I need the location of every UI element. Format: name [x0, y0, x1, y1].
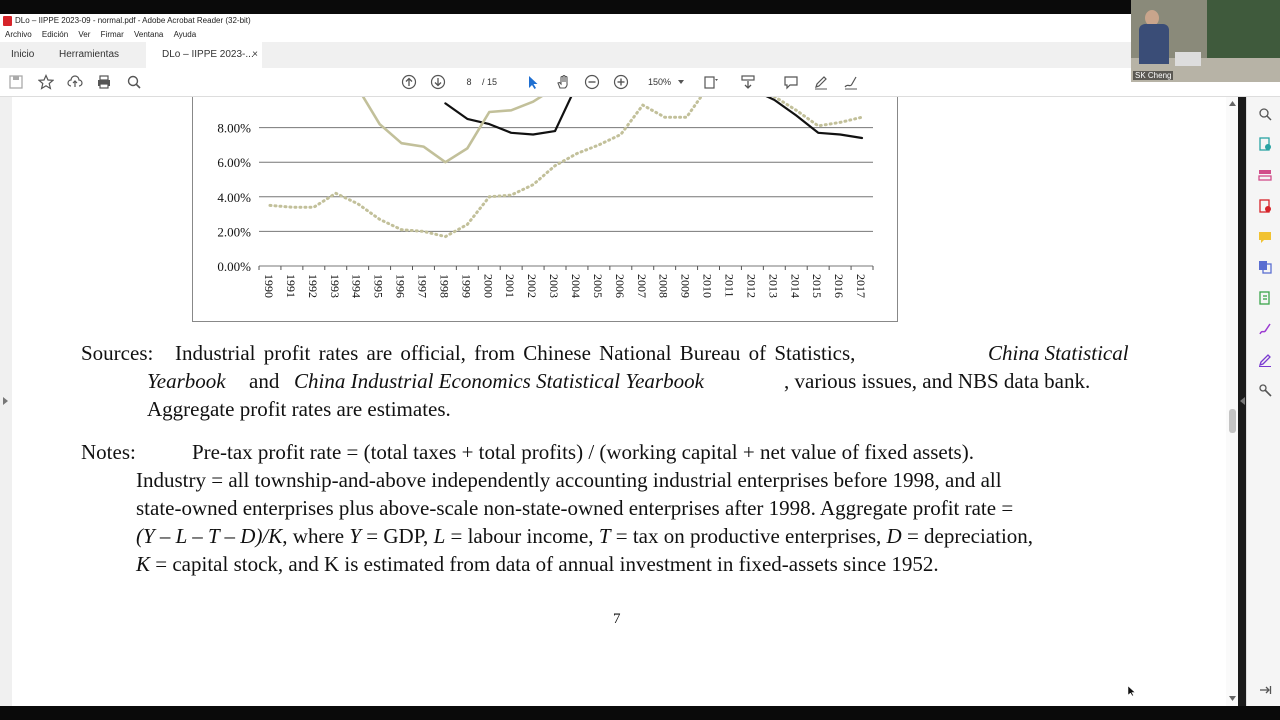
x-tick-label: 2014: [788, 274, 803, 298]
y-tick-label: 2.00%: [217, 224, 251, 240]
x-tick-label: 2006: [612, 274, 627, 298]
menu-ver[interactable]: Ver: [78, 30, 91, 39]
chevron-right-icon[interactable]: [3, 397, 8, 405]
screen-bottom-bar: [0, 706, 1280, 720]
x-tick-label: 2003: [547, 274, 562, 298]
x-tick-label: 2008: [656, 274, 671, 298]
tab-tools[interactable]: Herramientas: [59, 49, 120, 60]
series-line-solid-khaki: [358, 97, 555, 162]
search-icon[interactable]: [126, 74, 142, 90]
notes-line2: Industry = all township-and-above independently accounting industrial enterprises before 1998, and all: [136, 468, 1002, 492]
sign-icon[interactable]: [843, 74, 859, 90]
sources-line2-rest: , various issues, and NBS data bank.: [784, 369, 1091, 393]
page-number: 7: [613, 611, 621, 627]
x-tick-label: 2001: [503, 274, 518, 298]
notes-tax: = tax on productive enterprises,: [615, 524, 882, 548]
more-tools-icon[interactable]: [1258, 383, 1272, 397]
x-tick-label: 1994: [349, 274, 364, 298]
menu-archivo[interactable]: Archivo: [5, 30, 32, 39]
tab-home[interactable]: Inicio: [11, 49, 35, 60]
prev-page-icon[interactable]: [401, 74, 417, 90]
x-tick-label: 2013: [766, 274, 781, 298]
menu-ventana[interactable]: Ventana: [134, 30, 164, 39]
scrollbar-thumb[interactable]: [1229, 409, 1236, 433]
x-tick-label: 1996: [393, 274, 408, 298]
toolbar: [0, 68, 1280, 97]
notes-line5: [136, 552, 939, 577]
notes-capital: = capital stock, and K is estimated from data of annual investment in fixed-assets since 1952.: [155, 552, 939, 576]
y-tick-label: 8.00%: [217, 120, 251, 136]
save-icon[interactable]: [8, 74, 24, 90]
window-title: DLo – IIPPE 2023-09 - normal.pdf - Adobe Acrobat Reader (32-bit): [15, 16, 251, 25]
sources-line1: Industrial profit rates are official, from Chinese National Bureau of Statistics,: [175, 341, 856, 365]
request-signature-icon[interactable]: [1258, 322, 1272, 336]
notes-line4-where: , where: [282, 524, 345, 548]
cloud-upload-icon[interactable]: [67, 74, 83, 90]
var-l: L: [433, 524, 446, 548]
scroll-up-icon[interactable]: [1229, 101, 1236, 106]
acrobat-icon: [3, 16, 12, 26]
x-tick-label: 2002: [525, 274, 540, 298]
page-total: / 15: [482, 77, 498, 87]
x-tick-label: 2016: [832, 274, 847, 298]
print-icon[interactable]: [96, 74, 112, 90]
expand-panel-icon[interactable]: [1258, 683, 1272, 697]
var-y: Y: [349, 524, 362, 548]
x-tick-label: 1999: [459, 274, 474, 298]
x-tick-label: 2015: [810, 274, 825, 298]
fill-sign-icon[interactable]: [1258, 353, 1272, 367]
notes-labour: = labour income,: [450, 524, 594, 548]
notes-label: Notes:: [81, 440, 136, 464]
x-tick-label: 2011: [722, 274, 737, 298]
y-tick-label: 4.00%: [217, 189, 251, 205]
sources-line1-italic: China Statistical: [988, 341, 1129, 365]
var-t: T: [598, 524, 611, 548]
x-tick-label: 1990: [261, 274, 276, 298]
zoom-value: 150%: [648, 77, 672, 87]
sources-line2-italic-b: China Industrial Economics Statistical Yearbook: [294, 369, 704, 393]
series-line-dotted-khaki: [270, 97, 709, 237]
x-tick-label: 1991: [283, 274, 298, 298]
notes-line3: state-owned enterprises plus above-scale non-state-owned enterprises after 1998. Aggregate profit rate =: [136, 496, 1014, 520]
profit-rate-chart: [193, 97, 897, 321]
chart-frame: [192, 97, 898, 322]
series-line-solid-black: [445, 97, 577, 135]
y-tick-label: 6.00%: [217, 155, 251, 171]
x-tick-label: 1995: [371, 274, 386, 298]
participant-name: SK Cheng: [1135, 71, 1172, 80]
tab-document[interactable]: [146, 42, 262, 69]
menu-bar: [0, 28, 1280, 42]
tab-bar: [0, 42, 1280, 69]
menu-firmar[interactable]: Firmar: [100, 30, 124, 39]
right-tools-panel: [1246, 97, 1280, 706]
menu-edicion[interactable]: Edición: [41, 30, 69, 39]
x-tick-label: 2010: [700, 274, 715, 298]
presenter-body: [1139, 24, 1169, 64]
highlight-pen-icon[interactable]: [813, 74, 829, 90]
x-tick-label: 2005: [590, 274, 605, 298]
zoom-out-icon[interactable]: [584, 74, 600, 90]
var-d: D: [886, 524, 902, 548]
x-tick-label: 2007: [634, 274, 649, 298]
var-k: K: [136, 552, 151, 576]
combine-files-icon[interactable]: [1258, 260, 1272, 274]
chalkboard: [1207, 0, 1280, 58]
notes-line1: Pre-tax profit rate = (total taxes + total profits) / (working capital + net value of fixed assets).: [192, 440, 974, 464]
page-fit-icon[interactable]: [703, 74, 719, 90]
document-page: [12, 97, 1226, 706]
bookmark-star-icon[interactable]: [38, 74, 54, 90]
tab-document-label: DLo – IIPPE 2023-...: [162, 49, 254, 60]
menu-ayuda[interactable]: Ayuda: [173, 30, 197, 39]
chevron-down-icon: [678, 80, 684, 84]
edit-pdf-icon[interactable]: [1258, 291, 1272, 305]
webcam-overlay: [1131, 0, 1280, 82]
select-cursor-icon[interactable]: [525, 74, 541, 90]
notes-gdp: = GDP,: [366, 524, 429, 548]
notes-line4: [136, 524, 1033, 549]
laptop: [1175, 52, 1201, 66]
screen-top-bar: [0, 0, 1280, 14]
sources-line3: Aggregate profit rates are estimates.: [147, 397, 451, 421]
hand-tool-icon[interactable]: [555, 74, 571, 90]
mouse-cursor-icon: [1128, 686, 1136, 696]
y-tick-label: 0.00%: [217, 259, 251, 274]
scroll-down-icon[interactable]: [1229, 696, 1236, 701]
series-line-dotted-khaki: [774, 97, 862, 126]
window-titlebar: [0, 14, 1280, 28]
page-number-input[interactable]: 8: [466, 77, 472, 87]
x-tick-label: 2000: [481, 274, 496, 298]
x-tick-label: 2012: [744, 274, 759, 298]
scroll-mode-icon[interactable]: [740, 74, 756, 90]
x-tick-label: 2009: [678, 274, 693, 299]
comment-tool-icon[interactable]: [1258, 230, 1272, 244]
zoom-in-icon[interactable]: [613, 74, 629, 90]
comment-icon[interactable]: [783, 74, 799, 90]
next-page-icon[interactable]: [430, 74, 446, 90]
organize-pages-icon[interactable]: [1258, 168, 1272, 182]
x-tick-label: 1997: [415, 274, 430, 298]
formula: (Y – L – T – D)/K: [136, 524, 283, 548]
x-tick-label: 2017: [854, 274, 869, 298]
notes-depreciation: = depreciation,: [906, 524, 1034, 548]
x-tick-label: 2004: [568, 274, 583, 298]
collapse-panel-icon[interactable]: [1240, 397, 1245, 405]
create-pdf-icon[interactable]: [1258, 137, 1272, 151]
zoom-tool-icon[interactable]: [1258, 107, 1272, 121]
x-tick-label: 1993: [327, 274, 342, 298]
x-tick-label: 1998: [437, 274, 452, 298]
sources-line2-italic-a: Yearbook: [147, 369, 226, 393]
vertical-scrollbar[interactable]: [1226, 97, 1238, 706]
zoom-select[interactable]: [640, 74, 690, 90]
left-panel-gap: [0, 97, 12, 706]
x-tick-label: 1992: [305, 274, 320, 298]
tab-close-icon[interactable]: ×: [252, 49, 258, 60]
sources-line2-and: and: [249, 369, 280, 393]
sources-label: Sources:: [81, 341, 154, 365]
export-pdf-icon[interactable]: [1258, 199, 1272, 213]
